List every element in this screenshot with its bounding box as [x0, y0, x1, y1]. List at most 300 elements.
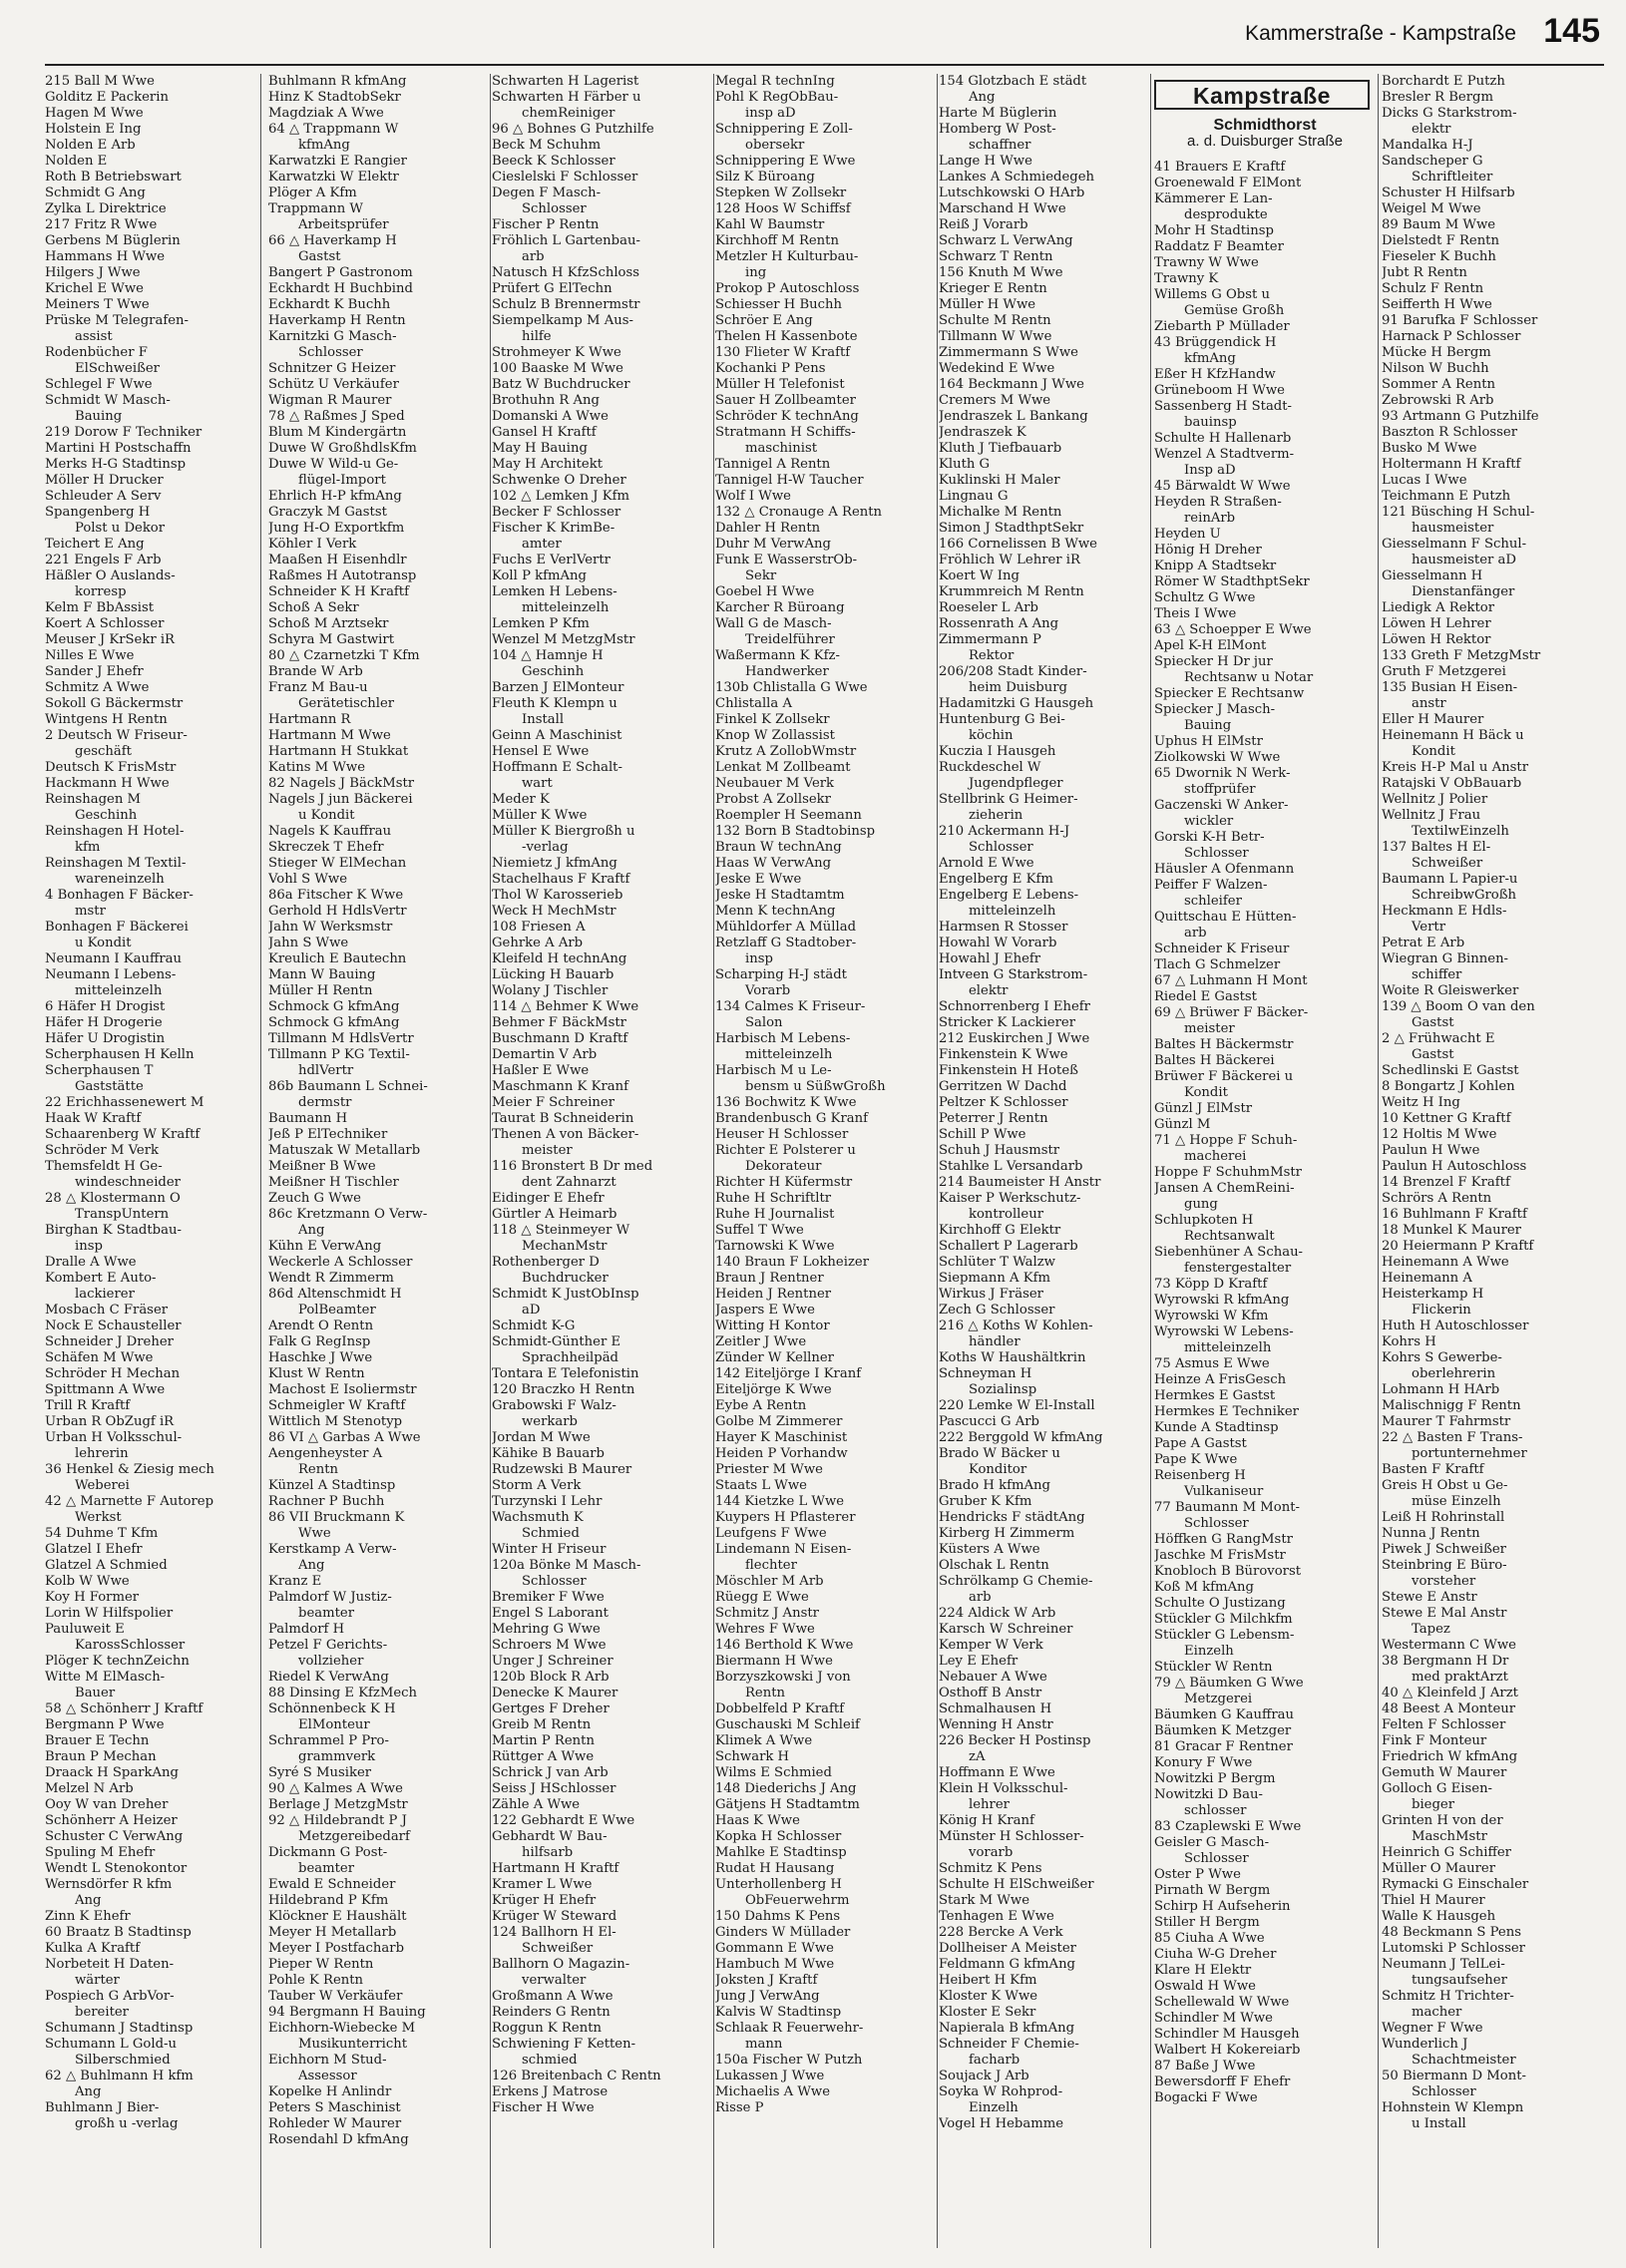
directory-entry: Maurer T Fahrmstr [1382, 1414, 1511, 1429]
directory-entry: Seiss J HSchlosser [492, 1781, 616, 1796]
directory-entry: Löwen H Rektor [1382, 632, 1491, 647]
directory-entry: Stückler G Milchkfm [1154, 1612, 1293, 1627]
entry-continuation: MechanMstr [522, 1239, 608, 1254]
directory-entry: 65 Dwornik N Werk- [1154, 766, 1291, 781]
directory-entry: Neumann I Kauffrau [45, 951, 183, 966]
directory-entry: Groenewald F ElMont [1154, 176, 1302, 190]
directory-entry: 60 Braatz B Stadtinsp [45, 1925, 192, 1940]
directory-entry: Wolf I Wwe [715, 489, 791, 504]
entry-continuation: u Kondit [75, 936, 132, 950]
entry-continuation: amter [522, 537, 562, 552]
directory-entry: Kuypers H Pflasterer [715, 1510, 856, 1525]
directory-entry: Hartmann H Stukkat [268, 744, 409, 759]
directory-entry: Kloster E Sekr [939, 2005, 1036, 2020]
entry-continuation: facharb [969, 2053, 1020, 2068]
directory-entry: Brandenbusch G Kranf [715, 1111, 868, 1126]
directory-entry: Machost E Isoliermstr [268, 1382, 417, 1397]
directory-entry: Grabowski F Walz- [492, 1398, 616, 1413]
directory-entry: Schumann J Stadtinsp [45, 2021, 194, 2036]
directory-entry: Reinders G Rentn [492, 2005, 610, 2020]
directory-entry: Wendt R Zimmerm [268, 1271, 394, 1286]
entry-continuation: elektr [969, 983, 1009, 998]
directory-entry: 41 Brauers E Kraftf [1154, 160, 1286, 175]
entry-continuation: med praktArzt [1412, 1670, 1508, 1685]
directory-entry: 82 Nagels J BäckMstr [268, 776, 415, 791]
directory-entry: Reiß J Vorarb [939, 217, 1028, 232]
entry-continuation: lackierer [75, 1287, 135, 1302]
directory-entry: Schwark H [715, 1749, 790, 1764]
directory-entry: Hartmann R [268, 712, 351, 727]
directory-entry: Lücking H Bauarb [492, 967, 614, 982]
column-1 [45, 74, 252, 2258]
directory-entry: Häßler O Auslands- [45, 568, 176, 583]
directory-entry: Schneider F Chemie- [939, 2037, 1079, 2052]
column-divider [937, 74, 938, 2248]
page-number: 145 [1543, 12, 1600, 50]
directory-entry: Schill P Wwe [939, 1127, 1026, 1142]
directory-entry: Rodenbücher F [45, 345, 148, 360]
directory-entry: Scherphausen H Kelln [45, 1047, 195, 1062]
entry-continuation: Dienstanfänger [1412, 584, 1515, 599]
directory-entry: Mohr H Stadtinsp [1154, 223, 1274, 238]
entry-continuation: schmied [522, 2053, 578, 2068]
directory-entry: 69 △ Brüwer F Bäcker- [1154, 1005, 1309, 1020]
directory-entry: 78 △ Raßmes J Sped [268, 409, 405, 424]
entry-continuation: Schlosser [298, 345, 363, 360]
entry-continuation: beamter [298, 1861, 355, 1876]
directory-entry: Jahn W Werksmstr [268, 920, 393, 935]
directory-entry: Ziolkowski W Wwe [1154, 750, 1281, 765]
directory-entry: Ruhe H Schriftltr [715, 1191, 832, 1206]
directory-entry: Heyden R Straßen- [1154, 495, 1282, 510]
entry-continuation: Gastst [1412, 1047, 1454, 1062]
directory-entry: Retzlaff G Stadtober- [715, 936, 857, 950]
directory-entry: Taurat B Schneiderin [492, 1111, 634, 1126]
directory-entry: 54 Duhme T Kfm [45, 1526, 159, 1541]
directory-entry: 2 △ Frühwacht E [1382, 1031, 1495, 1046]
directory-entry: Heuser H Schlosser [715, 1127, 849, 1142]
directory-entry: Kopelke H Anlindr [268, 2084, 392, 2099]
directory-entry: Draack H SparkAng [45, 1765, 179, 1780]
directory-entry: Wall G de Masch- [715, 616, 832, 631]
directory-entry: 226 Becker H Postinsp [939, 1733, 1091, 1748]
entry-continuation: grammverk [298, 1749, 376, 1764]
directory-entry: Schröder M Verk [45, 1143, 160, 1158]
directory-entry: May H Bauing [492, 441, 588, 456]
directory-entry: Stückler G Lebensm- [1154, 1628, 1295, 1643]
directory-entry: Borchardt E Putzh [1382, 74, 1505, 89]
directory-entry: Feldmann G kfmAng [939, 1957, 1075, 1972]
directory-entry: Palmdorf H [268, 1622, 345, 1637]
directory-entry: Harte M Büglerin [939, 106, 1057, 121]
directory-entry: Kreis H-P Mal u Anstr [1382, 760, 1529, 775]
directory-entry: 212 Euskirchen J Wwe [939, 1031, 1090, 1046]
directory-entry: Schwarz L VerwAng [939, 233, 1073, 248]
directory-entry: Arnold E Wwe [939, 856, 1034, 871]
entry-continuation: Gaststätte [75, 1079, 144, 1094]
directory-entry: Ewald E Schneider [268, 1877, 396, 1892]
directory-entry: Reinshagen M Textil- [45, 856, 187, 871]
directory-entry: Ziebarth P Müllader [1154, 319, 1290, 334]
directory-entry: Braun W technAng [715, 840, 842, 855]
directory-entry: Nagels K Kauffrau [268, 824, 392, 839]
directory-entry: Kochanki P Pens [715, 361, 826, 376]
directory-entry: Bonhagen F Bäckerei [45, 920, 189, 935]
directory-entry: Gruth F Metzgerei [1382, 664, 1506, 679]
directory-entry: Dickmann G Post- [268, 1845, 388, 1860]
directory-entry: Olschak L Rentn [939, 1558, 1049, 1573]
directory-entry: Duwe W Wild-u Ge- [268, 457, 399, 472]
directory-entry: Roeseler L Arb [939, 600, 1038, 615]
entry-continuation: wärter [75, 1973, 120, 1988]
directory-entry: Kirberg H Zimmerm [939, 1526, 1075, 1541]
directory-entry: Wigman R Maurer [268, 393, 392, 408]
directory-entry: Falk G RegInsp [268, 1334, 371, 1349]
directory-entry: Pirnath W Bergm [1154, 1883, 1271, 1898]
entry-continuation: ObFeuerwehrm [745, 1893, 850, 1908]
directory-entry: Simon J StadthptSekr [939, 521, 1084, 536]
directory-entry: Hadamitzki G Hausgeh [939, 696, 1094, 711]
directory-entry: Weckerle A Schlosser [268, 1255, 413, 1270]
entry-continuation: meister [522, 1143, 573, 1158]
entry-continuation: Silberschmied [75, 2053, 171, 2068]
directory-entry: Kombert E Auto- [45, 1271, 157, 1286]
directory-entry: Huth H Autoschlosser [1382, 1319, 1529, 1333]
entry-continuation: Geschinh [75, 808, 138, 823]
directory-entry: Niemietz J kfmAng [492, 856, 617, 871]
directory-entry: Kohrs S Gewerbe- [1382, 1350, 1502, 1365]
directory-entry: Pauluweit E [45, 1622, 125, 1637]
directory-entry: Gertges F Dreher [492, 1701, 610, 1716]
directory-entry: Jahn S Wwe [268, 936, 349, 950]
directory-entry: Neumann J TelLei- [1382, 1957, 1505, 1972]
directory-entry: Klöckner E Haushält [268, 1909, 407, 1924]
entry-continuation: heim Duisburg [969, 680, 1067, 695]
directory-entry: Willems G Obst u [1154, 287, 1270, 302]
directory-entry: Jordan M Wwe [492, 1430, 591, 1445]
directory-entry: 219 Dorow F Techniker [45, 425, 203, 440]
directory-entry: Rymacki G Einschaler [1382, 1877, 1529, 1892]
entry-continuation: chemReiniger [522, 106, 615, 121]
directory-entry: Schwarten H Färber u [492, 90, 641, 105]
directory-entry: Fleuth K Klempn u [492, 696, 617, 711]
directory-entry: Meißner B Wwe [268, 1159, 376, 1174]
directory-entry: Siepmann A Kfm [939, 1271, 1050, 1286]
entry-continuation: Schlosser [1184, 846, 1249, 861]
directory-entry: Kluth G [939, 457, 991, 472]
directory-entry: Köhler I Verk [268, 537, 357, 552]
directory-entry: Skreczek T Ehefr [268, 840, 384, 855]
directory-entry: Pieper W Rentn [268, 1957, 374, 1972]
directory-entry: Schulz F Rentn [1382, 281, 1484, 296]
directory-entry: Eßer H KfzHandw [1154, 367, 1276, 382]
directory-entry: Trappmann W [268, 201, 363, 216]
column-7 [1382, 74, 1604, 2258]
directory-entry: Intveen G Starkstrom- [939, 967, 1088, 982]
entry-continuation: mitteleinzelh [75, 983, 163, 998]
directory-entry: Theis I Wwe [1154, 606, 1237, 621]
directory-entry: Haas K Wwe [715, 1813, 800, 1828]
directory-entry: Mahlke E Stadtinsp [715, 1845, 847, 1860]
directory-entry: 154 Glotzbach E städt [939, 74, 1087, 89]
directory-entry: 58 △ Schönherr J Kraftf [45, 1701, 203, 1716]
directory-entry: Walle K Hausgeh [1382, 1909, 1496, 1924]
directory-entry: Wellnitz J Frau [1382, 808, 1481, 823]
directory-entry: Suffel T Wwe [715, 1223, 804, 1238]
entry-continuation: flügel-Import [298, 473, 386, 488]
directory-entry: Kirchhoff M Rentn [715, 233, 839, 248]
directory-entry: Eiteljörge K Wwe [715, 1382, 832, 1397]
directory-entry: Bangert P Gastronom [268, 265, 413, 280]
column-3 [492, 74, 713, 2258]
directory-entry: 132 Born B Stadtobinsp [715, 824, 876, 839]
directory-entry: Schönnenbeck K H [268, 1701, 396, 1716]
entry-continuation: dent Zahnarzt [522, 1175, 616, 1190]
directory-entry: Buschmann D Kraftf [492, 1031, 628, 1046]
directory-entry: 96 △ Bohnes G Putzhilfe [492, 122, 654, 137]
directory-entry: Schlüter T Walzw [939, 1255, 1055, 1270]
directory-entry: Lukassen J Wwe [715, 2069, 825, 2083]
entry-continuation: Install [522, 712, 565, 727]
directory-entry: Tontara E Telefonistin [492, 1366, 639, 1381]
directory-entry: Soujack J Arb [939, 2069, 1029, 2083]
directory-entry: 164 Beckmann J Wwe [939, 377, 1084, 392]
entry-continuation: Bauer [75, 1686, 116, 1701]
directory-entry: Greib M Rentn [492, 1717, 592, 1732]
directory-entry: Walbert H Kokereiarb [1154, 2043, 1301, 2058]
entry-continuation: desprodukte [1184, 207, 1268, 222]
directory-entry: Scharping H-J städt [715, 967, 847, 982]
directory-entry: Koths W Haushältkrin [939, 1350, 1086, 1365]
directory-entry: Tillmann W Wwe [939, 329, 1052, 344]
directory-entry: Harnack P Schlosser [1382, 329, 1521, 344]
directory-entry: Spiecker H Dr jur [1154, 654, 1273, 669]
entry-continuation: dermstr [298, 1095, 352, 1110]
directory-entry: Eichhorn-Wiebecke M [268, 2021, 416, 2036]
directory-entry: Wirkus J Fräser [939, 1287, 1043, 1302]
directory-entry: Kirchhoff G Elektr [939, 1223, 1061, 1238]
entry-continuation: ElSchweißer [75, 361, 160, 376]
directory-entry: Hermkes E Gastst [1154, 1388, 1276, 1403]
entry-continuation: Arbeitsprüfer [298, 217, 389, 232]
directory-entry: 104 △ Hamnje H [492, 648, 604, 663]
directory-entry: Schuh J Hausmstr [939, 1143, 1060, 1158]
directory-entry: Rachner P Buchh [268, 1494, 385, 1509]
directory-entry: Weigel M Wwe [1382, 201, 1481, 216]
directory-entry: Schoß M Arztsekr [268, 616, 389, 631]
directory-entry: Buhlmann R kfmAng [268, 74, 407, 89]
directory-entry: 132 △ Cronauge A Rentn [715, 505, 883, 520]
directory-entry: Müller O Maurer [1382, 1861, 1496, 1876]
directory-entry: 50 Biermann D Mont- [1382, 2069, 1526, 2083]
directory-entry: Biermann H Wwe [715, 1654, 833, 1669]
directory-entry: Wyrowski R kfmAng [1154, 1293, 1290, 1308]
directory-entry: Sommer A Rentn [1382, 377, 1496, 392]
directory-entry: 4 Bonhagen F Bäcker- [45, 888, 194, 903]
entry-continuation: wareneinzelh [75, 872, 165, 887]
directory-entry: 43 Brüggendick H [1154, 335, 1277, 350]
directory-entry: 94 Bergmann H Bauing [268, 2005, 426, 2020]
entry-continuation: Insp aD [1184, 463, 1236, 478]
directory-entry: Heibert H Kfm [939, 1973, 1037, 1988]
directory-entry: 126 Breitenbach C Rentn [492, 2069, 661, 2083]
directory-entry: Kalvis W Stadtinsp [715, 2005, 842, 2020]
directory-entry: Spangenberg H [45, 505, 151, 520]
directory-entry: Schulte H ElSchweißer [939, 1877, 1094, 1892]
directory-entry: Schindler M Hausgeh [1154, 2027, 1300, 2042]
entry-continuation: fenstergestalter [1184, 1261, 1292, 1276]
directory-entry: 136 Bochwitz K Wwe [715, 1095, 857, 1110]
directory-entry: Schrörs A Rentn [1382, 1191, 1492, 1206]
directory-entry: Raßmes H Autotransp [268, 568, 417, 583]
directory-entry: Melzel N Arb [45, 1781, 134, 1796]
directory-entry: Schultz G Wwe [1154, 590, 1256, 605]
directory-entry: Kopka H Schlosser [715, 1829, 842, 1844]
directory-entry: Fröhlich W Lehrer iR [939, 553, 1080, 567]
directory-entry: Heiden J Rentner [715, 1287, 832, 1302]
directory-entry: Gorski K-H Betr- [1154, 830, 1265, 845]
entry-continuation: Salon [745, 1015, 783, 1030]
directory-entry: Menn K technAng [715, 904, 836, 919]
entry-continuation: Rechtsanwalt [1184, 1229, 1275, 1244]
entry-continuation: u Install [1412, 2116, 1466, 2131]
directory-entry: Kuklinski H Maler [939, 473, 1060, 488]
directory-entry: Franz M Bau-u [268, 680, 368, 695]
directory-entry: Schmeigler W Kraftf [268, 1398, 406, 1413]
entry-continuation: lehrerin [75, 1446, 129, 1461]
directory-entry: 128 Hoos W Schiffsf [715, 201, 851, 216]
directory-entry: Ciuha W-G Dreher [1154, 1947, 1277, 1962]
directory-entry: Heinemann A Wwe [1382, 1255, 1509, 1270]
directory-entry: Lorin W Hilfspolier [45, 1606, 174, 1621]
directory-entry: Huntenburg G Bei- [939, 712, 1065, 727]
directory-entry: Weitz H Ing [1382, 1095, 1460, 1110]
entry-continuation: windeschneider [75, 1175, 181, 1190]
entry-continuation: macherei [1184, 1149, 1247, 1164]
directory-entry: Kemper W Verk [939, 1638, 1043, 1653]
entry-continuation: Einzelh [969, 2100, 1018, 2115]
entry-continuation: Schlosser [522, 1574, 587, 1589]
directory-entry: Weck H MechMstr [492, 904, 616, 919]
directory-entry: Häfer U Drogistin [45, 1031, 166, 1046]
directory-entry: 148 Diederichs J Ang [715, 1781, 857, 1796]
directory-entry: Hartmann H Kraftf [492, 1861, 619, 1876]
directory-entry: Schlupkoten H [1154, 1213, 1254, 1228]
directory-entry: Stewe E Mal Anstr [1382, 1606, 1507, 1621]
directory-entry: Hambuch M Wwe [715, 1957, 835, 1972]
directory-entry: 67 △ Luhmann H Mont [1154, 973, 1308, 988]
directory-entry: Golloch G Eisen- [1382, 1781, 1493, 1796]
directory-entry: Michaelis A Wwe [715, 2084, 831, 2099]
directory-entry: Gemuth W Maurer [1382, 1765, 1507, 1780]
directory-entry: Staats L Wwe [715, 1478, 807, 1493]
directory-entry: Liedigk A Rektor [1382, 600, 1495, 615]
directory-entry: Schnitzer G Heizer [268, 361, 396, 376]
directory-entry: Klust W Rentn [268, 1366, 365, 1381]
directory-entry: 22 Erichhassenewert M [45, 1095, 204, 1110]
directory-entry: Zimmermann P [939, 632, 1041, 647]
directory-entry: Stepken W Zollsekr [715, 186, 847, 200]
directory-entry: Meyer I Postfacharb [268, 1941, 405, 1956]
entry-continuation: insp [75, 1239, 103, 1254]
directory-entry: Wenning H Anstr [939, 1717, 1053, 1732]
directory-entry: Krüger H Ehefr [492, 1893, 597, 1908]
street-district: Schmidthorst [1213, 117, 1317, 134]
directory-entry: Schmitz H Trichter- [1382, 1989, 1514, 2004]
directory-entry: Lutschkowski O HArb [939, 186, 1085, 200]
directory-entry: Fröhlich L Gartenbau- [492, 233, 640, 248]
directory-entry: Lemken P Kfm [492, 616, 590, 631]
entry-continuation: -verlag [522, 840, 569, 855]
directory-entry: 221 Engels F Arb [45, 553, 162, 567]
directory-entry: Günzl J ElMstr [1154, 1101, 1253, 1116]
directory-entry: Vogel H Hebamme [939, 2116, 1064, 2131]
entry-continuation: kfm [75, 840, 101, 855]
directory-entry: Tenhagen E Wwe [939, 1909, 1054, 1924]
column-6 [1154, 74, 1376, 2258]
directory-entry: Rüttger A Wwe [492, 1749, 595, 1764]
directory-entry: Bergmann P Wwe [45, 1717, 165, 1732]
entry-continuation: meister [1184, 1021, 1235, 1036]
directory-entry: Hönig H Dreher [1154, 543, 1262, 558]
directory-entry: Schmidt G Ang [45, 186, 146, 200]
entry-continuation: Handwerker [745, 664, 829, 679]
directory-entry: Dobbelfeld P Kraftf [715, 1701, 845, 1716]
directory-entry: Brauer E Techn [45, 1733, 150, 1748]
directory-entry: Haßler E Wwe [492, 1063, 590, 1078]
entry-continuation: vollzieher [298, 1654, 364, 1669]
directory-entry: Napierala B kfmAng [939, 2021, 1075, 2036]
directory-entry: Braun P Mechan [45, 1749, 157, 1764]
directory-entry: Stratmann H Schiffs- [715, 425, 856, 440]
directory-entry: Thelen H Kassenbote [715, 329, 858, 344]
entry-continuation: mann [745, 2037, 783, 2052]
directory-entry: Karwatzki W Elektr [268, 170, 399, 185]
directory-entry: Schmock G kfmAng [268, 1015, 400, 1030]
directory-entry: Petrat E Arb [1382, 936, 1465, 950]
directory-entry: Karsch W Schreiner [939, 1622, 1073, 1637]
directory-entry: Mehring G Wwe [492, 1622, 601, 1637]
directory-entry: Kluth J Tiefbauarb [939, 441, 1062, 456]
directory-entry: 114 △ Behmer K Wwe [492, 999, 639, 1014]
directory-entry: Cieslelski F Schlosser [492, 170, 638, 185]
directory-entry: Petzel F Gerichts- [268, 1638, 388, 1653]
directory-entry: Schwenke O Dreher [492, 473, 626, 488]
directory-entry: Sokoll G Bäckermstr [45, 696, 184, 711]
directory-entry: Unger J Schreiner [492, 1654, 613, 1669]
directory-entry: Haak W Kraftf [45, 1111, 142, 1126]
directory-entry: Ehrlich H-P kfmAng [268, 489, 402, 504]
directory-entry: Eichhorn M Stud- [268, 2053, 387, 2068]
directory-entry: Wyrowski W Lebens- [1154, 1324, 1294, 1339]
directory-entry: Harbisch M Lebens- [715, 1031, 851, 1046]
directory-entry: Schmock G kfmAng [268, 999, 400, 1014]
directory-entry: Schröer E Ang [715, 313, 813, 328]
directory-entry: Möller H Drucker [45, 473, 164, 488]
directory-entry: Peterrer J Rentn [939, 1111, 1048, 1126]
directory-entry: Trawny W Wwe [1154, 255, 1259, 270]
directory-entry: Michalke M Rentn [939, 505, 1062, 520]
directory-entry: Paulun H Wwe [1382, 1143, 1480, 1158]
directory-entry: Schneider J Dreher [45, 1334, 174, 1349]
directory-entry: 45 Bärwaldt W Wwe [1154, 479, 1291, 494]
directory-entry: 121 Büsching H Schul- [1382, 505, 1535, 520]
directory-entry: Karcher R Büroang [715, 600, 845, 615]
directory-entry: Barzen J ElMonteur [492, 680, 624, 695]
directory-entry: 150 Dahms K Pens [715, 1909, 841, 1924]
directory-entry: Kolb W Wwe [45, 1574, 130, 1589]
entry-continuation: geschäft [75, 744, 132, 759]
